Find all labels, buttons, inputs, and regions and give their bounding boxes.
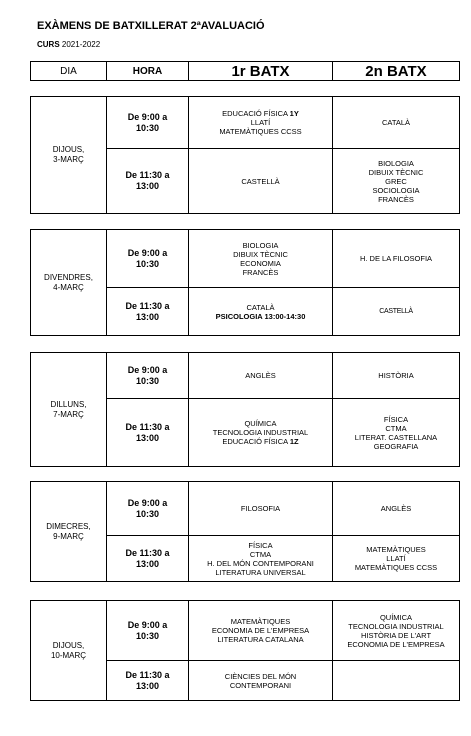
day-label: DIMECRES, — [46, 521, 91, 531]
batx1-cell: MATEMÀTIQUES ECONOMIA DE L'EMPRESA LITERATURA CATALANA — [189, 601, 333, 661]
day-cell — [31, 97, 107, 214]
day-label: DILLUNS, — [50, 399, 87, 409]
time-cell: De 9:00 a 10:30 — [107, 482, 189, 536]
time-cell: De 11:30 a 13:00 — [107, 288, 189, 336]
day-cell — [31, 601, 107, 701]
time-cell: De 11:30 a 13:00 — [107, 399, 189, 467]
batx1-cell: CASTELLÀ — [189, 149, 333, 214]
batx1-cell: BIOLOGIA DIBUIX TÈCNIC ECONOMIA FRANCÈS — [189, 230, 333, 288]
day-block-3 — [30, 352, 460, 467]
course-value: 2021-2022 — [61, 40, 101, 49]
time-cell: De 11:30 a 13:00 — [107, 661, 189, 701]
document-title: EXÀMENS DE BATXILLERAT 2ªAVALUACIÓ — [37, 20, 265, 32]
batx2-cell: QUÍMICA TECNOLOGIA INDUSTRIAL HISTÒRIA DE L'ART ECONOMIA DE L'EMPRESA — [333, 601, 460, 661]
batx2-cell: FÍSICA CTMA LITERAT. CASTELLANA GEOGRAFIA — [333, 399, 460, 467]
header-table — [30, 61, 460, 81]
day-cell — [31, 230, 107, 336]
batx1-cell: EDUCACIÓ FÍSICA 1Y LLATÍ MATEMÀTIQUES CCSS — [189, 97, 333, 149]
header-batx1: 1r BATX — [189, 62, 333, 81]
day-date: 3-MARÇ — [53, 155, 84, 164]
course-label: CURS — [37, 40, 60, 49]
day-label: DIVENDRES, — [44, 272, 93, 282]
time-cell: De 9:00 a 10:30 — [107, 97, 189, 149]
time-cell: De 9:00 a 10:30 — [107, 601, 189, 661]
day-block-5 — [30, 600, 460, 701]
batx1-cell: QUÍMICA TECNOLOGIA INDUSTRIAL EDUCACIÓ FÍSICA 1Z — [189, 399, 333, 467]
batx1-cell: FILOSOFIA — [189, 482, 333, 536]
batx1-cell: ANGLÈS — [189, 353, 333, 399]
batx2-cell: MATEMÀTIQUES LLATÍ MATEMÀTIQUES CCSS — [333, 536, 460, 582]
day-date: 7-MARÇ — [53, 409, 84, 419]
header-dia: DIA — [31, 62, 107, 81]
batx2-cell: CATALÀ — [333, 97, 460, 149]
day-label: DIJOUS, — [52, 145, 85, 154]
batx2-cell-empty — [333, 661, 460, 701]
batx1-cell: CATALÀ PSICOLOGIA 13:00-14:30 — [189, 288, 333, 336]
time-cell: De 9:00 a 10:30 — [107, 230, 189, 288]
batx2-cell: HISTÒRIA — [333, 353, 460, 399]
batx2-cell: ANGLÈS — [333, 482, 460, 536]
batx1-cell: FÍSICA CTMA H. DEL MÓN CONTEMPORANI LITERATURA UNIVERSAL — [189, 536, 333, 582]
day-block-4 — [30, 481, 460, 582]
day-date: 4-MARÇ — [53, 282, 84, 292]
course-year — [37, 40, 100, 49]
batx1-cell: CIÈNCIES DEL MÓN CONTEMPORANI — [189, 661, 333, 701]
day-label: DIJOUS, — [52, 640, 85, 650]
batx2-cell: BIOLOGIA DIBUIX TÈCNIC GREC SOCIOLOGIA FRANCÈS — [333, 149, 460, 214]
time-cell: De 9:00 a 10:30 — [107, 353, 189, 399]
day-block-1 — [30, 96, 460, 214]
day-cell — [31, 482, 107, 582]
day-cell — [31, 353, 107, 467]
batx2-cell: H. DE LA FILOSOFIA — [333, 230, 460, 288]
day-date: 9-MARÇ — [53, 531, 84, 541]
time-cell: De 11:30 a 13:00 — [107, 536, 189, 582]
time-cell: De 11:30 a 13:00 — [107, 149, 189, 214]
day-block-2 — [30, 229, 460, 336]
header-hora: HORA — [107, 62, 189, 81]
day-date: 10-MARÇ — [50, 650, 87, 660]
batx2-cell: CASTELLÀ — [333, 288, 460, 336]
header-batx2: 2n BATX — [333, 62, 460, 81]
